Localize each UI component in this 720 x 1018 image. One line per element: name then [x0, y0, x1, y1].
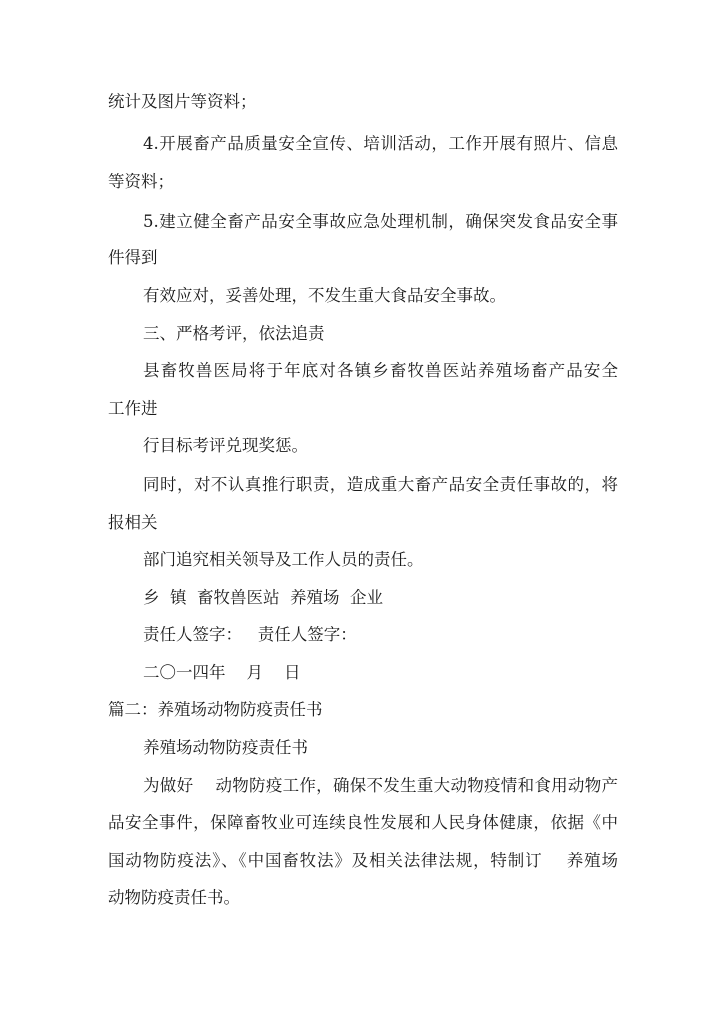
- text-line: 统计及图片等资料；: [108, 92, 257, 111]
- document-title: 养殖场动物防疫责任书: [143, 738, 308, 757]
- text-line: 品安全事件，保障畜牧业可连续良性发展和人民身体健康，依据《中: [108, 813, 618, 832]
- text-line: 部门追究相关领导及工作人员的责任。: [143, 550, 424, 569]
- text-line: 有效应对，妥善处理，不发生重大食品安全事故。: [143, 286, 506, 305]
- text-line: 同时，对不认真推行职责，造成重大畜产品安全责任事故的，将: [143, 475, 618, 494]
- text-line: 县畜牧兽医局将于年底对各镇乡畜牧兽医站养殖场畜产品安全: [143, 361, 618, 380]
- text-line: 行目标考评兑现奖惩。: [143, 436, 308, 455]
- text-line: 件得到: [108, 248, 158, 267]
- section-heading: 三、严格考评，依法追责: [143, 324, 325, 343]
- text-line: 工作进: [108, 399, 158, 418]
- date-line: 二〇一四年 月 日: [143, 663, 301, 682]
- text-line: 为做好 动物防疫工作，确保不发生重大动物疫情和食用动物产: [143, 776, 618, 795]
- text-line: 4.开展畜产品质量安全宣传、培训活动，工作开展有照片、信息: [143, 134, 618, 153]
- text-line: 5.建立健全畜产品安全事故应急处理机制，确保突发食品安全事: [143, 212, 618, 231]
- text-line: 等资料；: [108, 172, 174, 191]
- signature-units-line: 乡 镇 畜牧兽医站 养殖场 企业: [143, 588, 383, 607]
- signature-line: 责任人签字： 责任人签字：: [143, 625, 357, 644]
- text-line: 国动物防疫法》、《中国畜牧法》及相关法律法规，特制订 养殖场: [108, 851, 618, 870]
- text-line: 报相关: [108, 513, 158, 532]
- text-line: 动物防疫责任书。: [108, 888, 240, 907]
- chapter-heading: 篇二：养殖场动物防疫责任书: [108, 700, 323, 719]
